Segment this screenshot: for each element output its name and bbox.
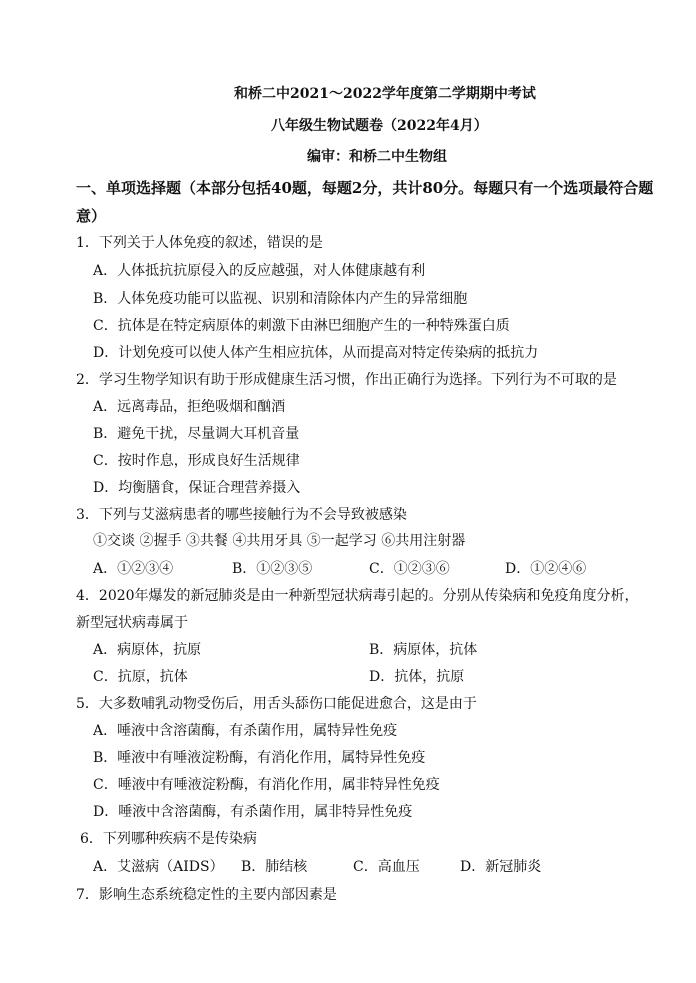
question-stem: 5．大多数哺乳动物受伤后，用舌头舔伤口能促进愈合，这是由于 [76,696,477,712]
answer-option-row [93,668,613,686]
question-stem: 6．下列哪种疾病不是传染病 [80,831,257,847]
editor-line: 编审：和桥二中生物组 [307,149,447,165]
answer-option: B．避免干扰，尽量调大耳机音量 [93,426,300,442]
answer-option: B．①②③⑤ [232,561,313,577]
answer-option: A．病原体，抗原 [93,642,202,658]
answer-option-row [93,560,613,578]
question-items: ①交谈 ②握手 ③共餐 ④共用牙具 ⑤一起学习 ⑥共用注射器 [93,533,466,549]
answer-option: C．抗体是在特定病原体的刺激下由淋巴细胞产生的一种特殊蛋白质 [93,318,510,334]
answer-option: C．按时作息，形成良好生活规律 [93,453,300,469]
answer-option: C．唾液中有唾液淀粉酶，有消化作用，属非特异性免疫 [93,777,440,793]
answer-option: A．艾滋病（AIDS） [93,859,224,875]
exam-title: 和桥二中2021～2022学年度第二学期期中考试 [234,86,536,102]
answer-option: A．①②③④ [93,561,174,577]
question-stem-cont: 新型冠状病毒属于 [76,615,188,631]
answer-option: C．①②③⑥ [369,561,450,577]
question-stem: 3．下列与艾滋病患者的哪些接触行为不会导致被感染 [76,507,407,523]
answer-option: D．新冠肺炎 [460,859,542,875]
section-heading-cont: 意） [76,207,107,225]
answer-option: C．高血压 [353,859,420,875]
answer-option: B．病原体，抗体 [369,642,478,658]
answer-option: D．唾液中含溶菌酶，有杀菌作用，属非特异性免疫 [93,804,413,820]
answer-option: A．人体抵抗抗原侵入的反应越强，对人体健康越有利 [93,263,426,279]
answer-option-row [93,641,613,659]
answer-option: A．唾液中含溶菌酶，有杀菌作用，属特异性免疫 [93,723,398,739]
question-stem: 7．影响生态系统稳定性的主要内部因素是 [76,887,337,903]
question-stem: 2．学习生物学知识有助于形成健康生活习惯，作出正确行为选择。下列行为不可取的是 [76,372,617,388]
section-heading: 一、单项选择题（本部分包括40题，每题2分，共计80分。每题只有一个选项最符合题 [76,179,654,197]
answer-option: D．①②④⑥ [505,561,587,577]
question-stem: 4．2020年爆发的新冠肺炎是由一种新型冠状病毒引起的。分别从传染病和免疫角度分析， [76,588,639,604]
answer-option: A．远离毒品，拒绝吸烟和酗酒 [93,399,286,415]
answer-option: B．唾液中有唾液淀粉酶，有消化作用，属特异性免疫 [93,750,426,766]
answer-option: B．肺结核 [241,859,308,875]
answer-option: D．均衡膳食，保证合理营养摄入 [93,480,301,496]
answer-option: C．抗原，抗体 [93,669,188,685]
answer-option: D．计划免疫可以使人体产生相应抗体，从而提高对特定传染病的抵抗力 [93,345,539,361]
answer-option: D．抗体，抗原 [369,669,465,685]
exam-subtitle: 八年级生物试题卷（2022年4月） [271,118,488,134]
question-stem: 1．下列关于人体免疫的叙述，错误的是 [76,235,323,251]
answer-option: B．人体免疫功能可以监视、识别和清除体内产生的异常细胞 [93,291,468,307]
answer-option-row [93,858,613,876]
